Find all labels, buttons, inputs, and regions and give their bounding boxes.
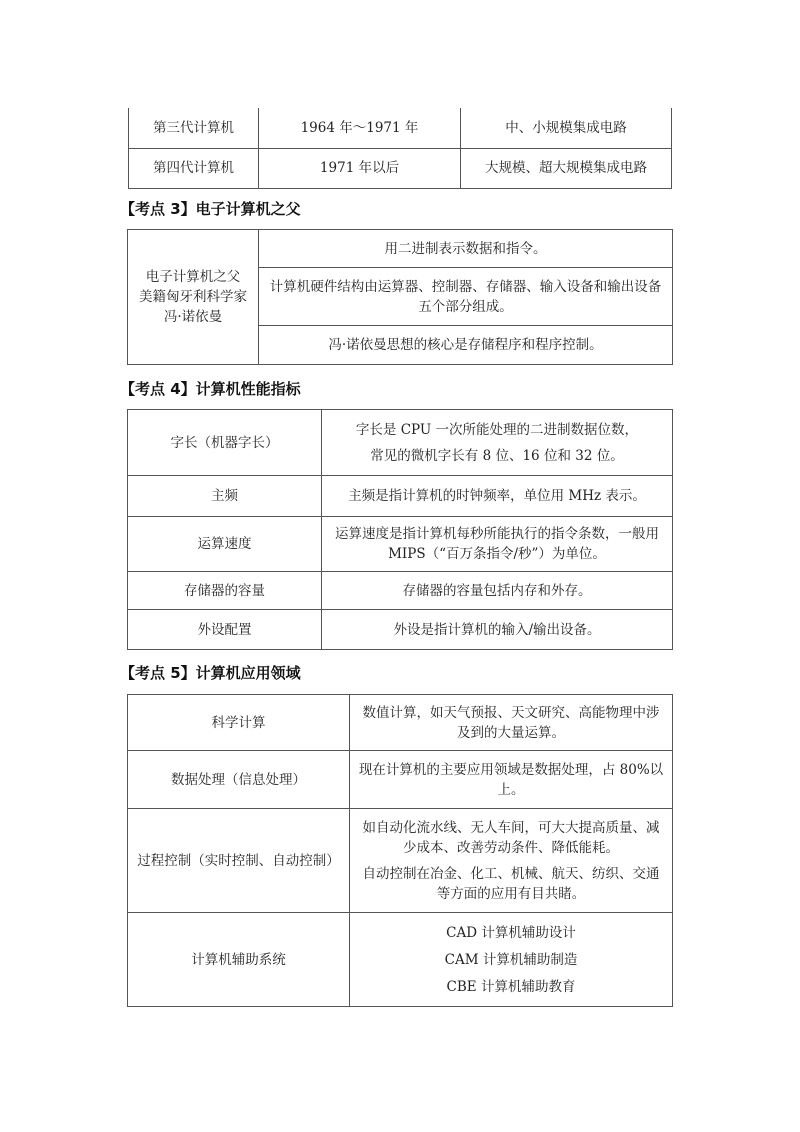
metric-desc	[322, 410, 673, 476]
application-desc-line: CAD 计算机辅助设计	[446, 924, 576, 941]
application-desc-paragraph	[356, 818, 666, 858]
metric-name: 主频	[128, 476, 322, 517]
application-desc	[350, 695, 673, 751]
generation-name: 第四代计算机	[129, 148, 259, 188]
generations-table	[128, 108, 672, 189]
metric-desc-line: 常见的微机字长有 8 位、16 位和 32 位。	[370, 447, 624, 464]
table-row	[128, 695, 673, 751]
performance-table	[127, 409, 673, 650]
application-desc-line: 自动控制在冶金、化工、机械、航天、纺织、交通	[362, 865, 660, 882]
application-desc-paragraph	[356, 864, 666, 904]
application-desc-line: 如自动化流水线、无人车间，可大大提高质量、减	[362, 819, 660, 836]
von-neumann-point: 计算机硬件结构由运算器、控制器、存储器、输入设备和输出设备 五个部分组成。	[259, 268, 673, 326]
von-neumann-point: 用二进制表示数据和指令。	[259, 230, 673, 268]
section-heading: 【考点 3】电子计算机之父	[120, 200, 301, 218]
application-table	[127, 694, 673, 1007]
generation-period: 1964 年～1971 年	[259, 108, 461, 148]
von-neumann-table	[127, 229, 673, 365]
table-row	[129, 108, 672, 148]
metric-desc: 外设是指计算机的输入/输出设备。	[322, 610, 673, 650]
application-desc-line: CAM 计算机辅助制造	[444, 951, 578, 968]
section-heading: 【考点 4】计算机性能指标	[120, 380, 301, 398]
metric-desc	[322, 517, 673, 572]
von-neumann-title-line: 电子计算机之父	[145, 269, 241, 285]
table-row	[129, 148, 672, 188]
table-row	[128, 751, 673, 809]
table-row	[128, 230, 673, 268]
von-neumann-title-line: 冯·诺依曼	[163, 309, 223, 325]
application-desc-line: 少成本、改善劳动条件、降低能耗。	[403, 839, 619, 856]
application-name: 科学计算	[128, 695, 350, 751]
metric-desc-line: MIPS（“百万条指令/秒”）为单位。	[388, 546, 606, 562]
metric-name: 字长（机器字长）	[128, 410, 322, 476]
application-name: 计算机辅助系统	[128, 913, 350, 1007]
application-desc-line: CBE 计算机辅助教育	[446, 978, 576, 995]
metric-desc-line: 运算速度是指计算机每秒所能执行的指令条数，一般用	[335, 526, 659, 542]
generation-component: 大规模、超大规模集成电路	[461, 148, 672, 188]
metric-desc: 存储器的容量包括内存和外存。	[322, 572, 673, 610]
metric-desc: 主频是指计算机的时钟频率，单位用 MHz 表示。	[322, 476, 673, 517]
application-desc-line: 数值计算，如天气预报、天文研究、高能物理中涉	[362, 704, 660, 721]
application-desc-line: 等方面的应用有目共睹。	[436, 885, 586, 902]
generation-name: 第三代计算机	[129, 108, 259, 148]
application-desc	[350, 913, 673, 1007]
generation-component: 中、小规模集成电路	[461, 108, 672, 148]
metric-desc-line: 字长是 CPU 一次所能处理的二进制数据位数，	[355, 421, 639, 438]
table-row	[128, 410, 673, 476]
generation-period: 1971 年以后	[259, 148, 461, 188]
von-neumann-title-cell	[128, 230, 259, 365]
table-row	[128, 913, 673, 1007]
metric-name: 运算速度	[128, 517, 322, 572]
application-name: 过程控制（实时控制、自动控制）	[128, 809, 350, 913]
application-desc	[350, 751, 673, 809]
table-row	[128, 517, 673, 572]
table-row	[128, 610, 673, 650]
application-name: 数据处理（信息处理）	[128, 751, 350, 809]
table-row	[128, 572, 673, 610]
section-heading: 【考点 5】计算机应用领域	[120, 664, 301, 682]
table-row	[128, 476, 673, 517]
table-row	[128, 809, 673, 913]
von-neumann-point: 冯·诺依曼思想的核心是存储程序和程序控制。	[259, 326, 673, 365]
von-neumann-title-line: 美籍匈牙利科学家	[139, 289, 247, 305]
metric-name: 外设配置	[128, 610, 322, 650]
application-desc-line: 现在计算机的主要应用领域是数据处理，占 80%以	[358, 761, 664, 778]
application-desc-line: 上。	[497, 781, 525, 798]
application-desc	[350, 809, 673, 913]
metric-name: 存储器的容量	[128, 572, 322, 610]
application-desc-line: 及到的大量运算。	[457, 724, 565, 741]
